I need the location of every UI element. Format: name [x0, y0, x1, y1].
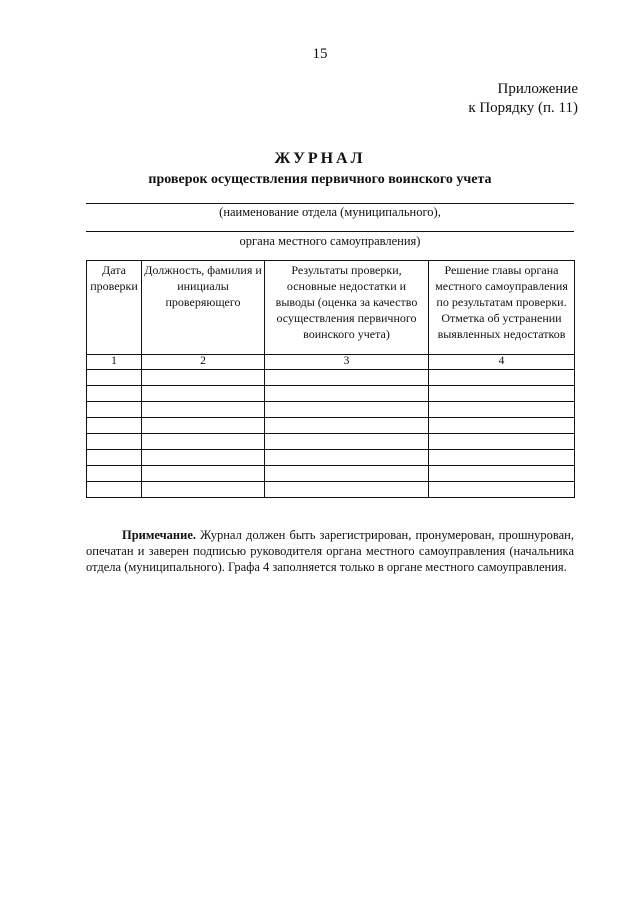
- table-cell: [429, 434, 575, 450]
- table-cell: [142, 434, 265, 450]
- table-cell: [265, 466, 429, 482]
- fill-line-1: [86, 203, 574, 204]
- table-row: [87, 434, 575, 450]
- table-cell: [429, 466, 575, 482]
- appendix-line-1: Приложение: [497, 81, 578, 97]
- table-row: [87, 450, 575, 466]
- table-cell: [429, 402, 575, 418]
- table-header-row: [87, 261, 575, 355]
- header-decision: Решение главы органа местного самоуправления по результатам проверки. Отметка об устранении выявленных недостатков: [429, 261, 575, 355]
- table-cell: [429, 482, 575, 498]
- table-cell: [87, 386, 142, 402]
- table-cell: [265, 482, 429, 498]
- column-number-4: 4: [429, 355, 575, 370]
- table-row: [87, 418, 575, 434]
- table-cell: [142, 370, 265, 386]
- note: [86, 527, 574, 575]
- table-cell: [87, 402, 142, 418]
- column-number-3: 3: [265, 355, 429, 370]
- table-cell: [429, 370, 575, 386]
- table-cell: [265, 450, 429, 466]
- table-cell: [142, 466, 265, 482]
- appendix-block: [468, 80, 578, 118]
- table-cell: [87, 450, 142, 466]
- table-cell: [142, 402, 265, 418]
- table-cell: [142, 418, 265, 434]
- column-number-2: 2: [142, 355, 265, 370]
- table-cell: [87, 418, 142, 434]
- document-subtitle: проверок осуществления первичного воинского учета: [148, 172, 492, 187]
- table-cell: [142, 482, 265, 498]
- column-number-row: [87, 355, 575, 370]
- document-title: ЖУРНАЛ: [274, 150, 366, 167]
- header-results: Результаты проверки, основные недостатки и выводы (оценка за качество осуществления первичного воинского учета): [265, 261, 429, 355]
- table-cell: [142, 386, 265, 402]
- header-inspector: Должность, фамилия и инициалы проверяющего: [142, 261, 265, 355]
- table-cell: [87, 482, 142, 498]
- appendix-line-2: к Порядку (п. 11): [468, 100, 578, 116]
- fill-caption-1: (наименование отдела (муниципального),: [219, 205, 441, 219]
- fill-line-2: [86, 231, 574, 232]
- header-date: Дата проверки: [87, 261, 142, 355]
- table-row: [87, 386, 575, 402]
- table-cell: [87, 434, 142, 450]
- table-cell: [265, 402, 429, 418]
- table-row: [87, 370, 575, 386]
- table-cell: [87, 370, 142, 386]
- table-row: [87, 466, 575, 482]
- column-number-1: 1: [87, 355, 142, 370]
- table-cell: [429, 386, 575, 402]
- table-cell: [429, 450, 575, 466]
- table-cell: [142, 450, 265, 466]
- page-number: 15: [312, 46, 328, 62]
- table-cell: [87, 466, 142, 482]
- table-cell: [429, 418, 575, 434]
- table-cell: [265, 434, 429, 450]
- fill-caption-2: органа местного самоуправления): [239, 234, 421, 248]
- table-cell: [265, 370, 429, 386]
- table-row: [87, 402, 575, 418]
- journal-table: [86, 260, 575, 498]
- table-row: [87, 482, 575, 498]
- note-text: Журнал должен быть зарегистрирован, пронумерован, прошнурован, опечатан и заверен подписью руководителя органа местного самоуправления (начальника отдела (муниципального). Графа 4 заполняется только в органе местного самоуправления.: [86, 528, 574, 574]
- table-cell: [265, 418, 429, 434]
- table-cell: [265, 386, 429, 402]
- note-label: Примечание.: [122, 528, 197, 542]
